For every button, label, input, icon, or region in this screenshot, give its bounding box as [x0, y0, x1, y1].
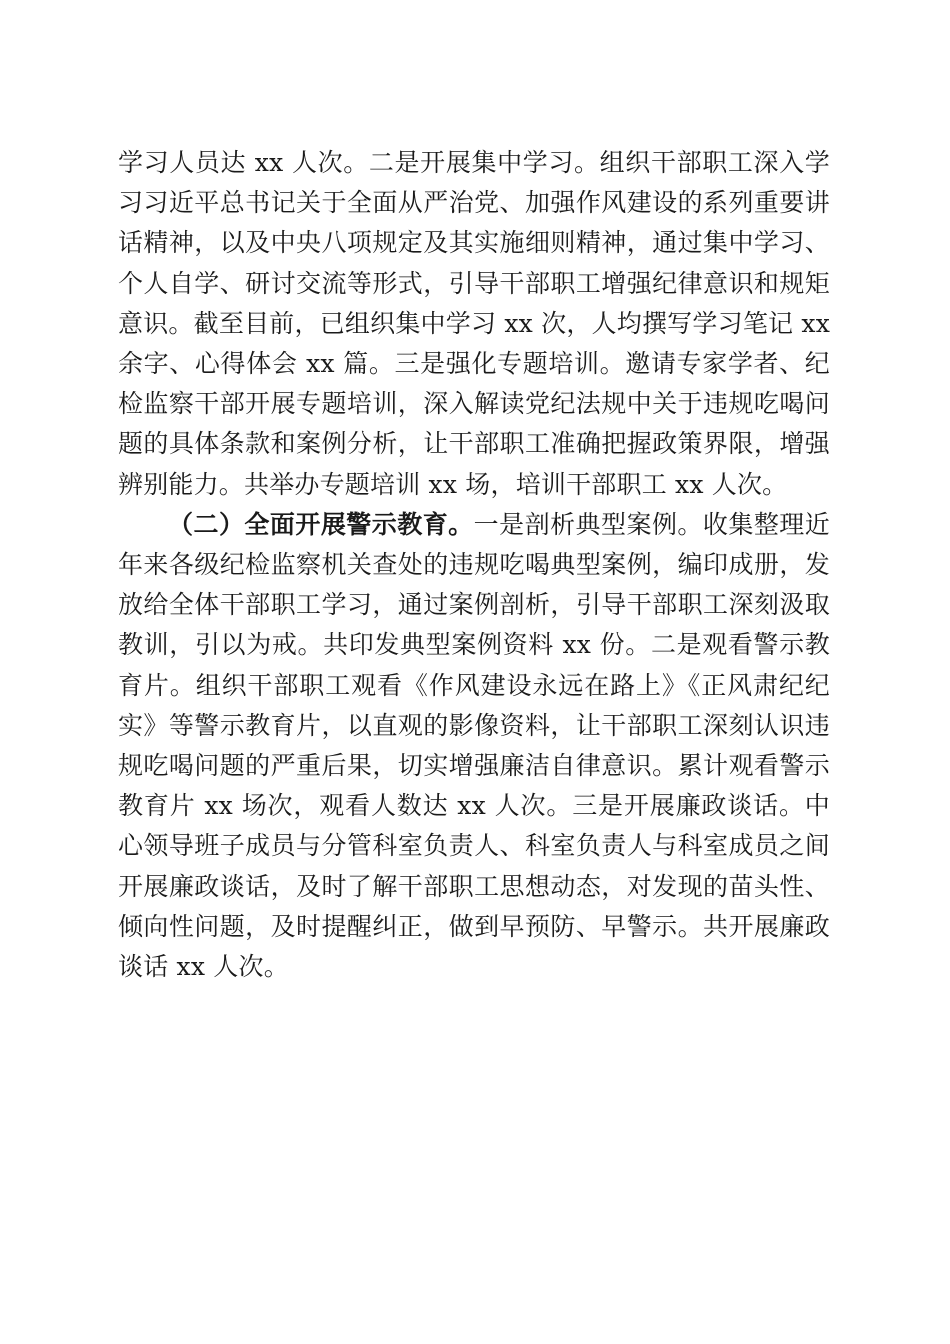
- paragraph-text: 一是剖析典型案例。收集整理近年来各级纪检监察机关查处的违规吃喝典型案例，编印成册，发放给全体干部职工学习，通过案例剖析，引导干部职工深刻汲取教训，引以为戒。共印发典型案例资料 xx 份。二是观看警示教育片。组织干部职工观看《作风建设永远在路上》《正风肃纪纪实》等警示教育片，以直观的影像资料，让干部职工深刻认识违规吃喝问题的严重后果，切实增强廉洁自律意识。累计观看警示教育片 xx 场次，观看人数达 xx 人次。三是开展廉政谈话。中心领导班子成员与分管科室负责人、科室负责人与科室成员之间开展廉政谈话，及时了解干部职工思想动态，对发现的苗头性、倾向性问题，及时提醒纠正，做到早预防、早警示。共开展廉政谈话 xx 人次。: [118, 509, 830, 982]
- paragraph-text: 学习人员达 xx 人次。二是开展集中学习。组织干部职工深入学习习近平总书记关于全面从严治党、加强作风建设的系列重要讲话精神，以及中央八项规定及其实施细则精神，通过集中学习、个人自学、研讨交流等形式，引导干部职工增强纪律意识和规矩意识。截至目前，已组织集中学习 xx 次，人均撰写学习笔记 xx 余字、心得体会 xx 篇。三是强化专题培训。邀请专家学者、纪检监察干部开展专题培训，深入解读党纪法规中关于违规吃喝问题的具体条款和案例分析，让干部职工准确把握政策界限，增强辨别能力。共举办专题培训 xx 场，培训干部职工 xx 人次。: [118, 148, 830, 499]
- section-heading: （二）全面开展警示教育。: [168, 509, 474, 539]
- document-body: [118, 143, 830, 987]
- paragraph-warning-education: [118, 505, 830, 987]
- paragraph-continued: [118, 143, 830, 505]
